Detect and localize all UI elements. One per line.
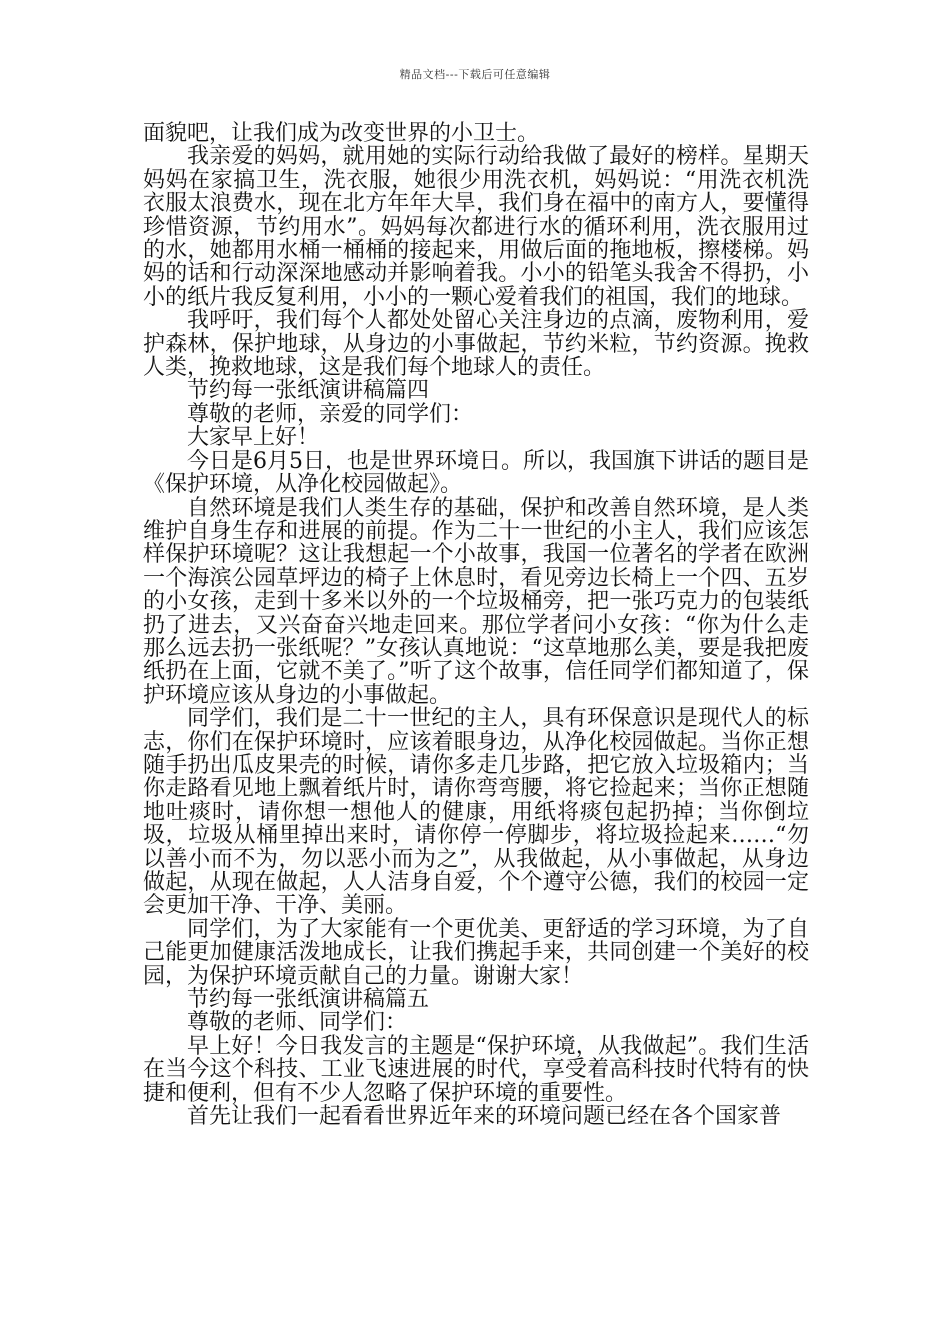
paragraph: 我呼吁，我们每个人都处处留心关注身边的点滴，废物利用，爱护森林，保护地球，从身边的小事做起，节约米粒，节约资源。挽救人类，挽救地球，这是我们每个地球人的责任。 [143,308,809,381]
paragraph: 早上好！今日我发言的主题是“保护环境，从我做起”。我们生活在当今这个科技、工业飞速进展的时代，享受着高科技时代特有的快捷和便利，但有不少人忽略了保护环境的重要性。 [143,1033,809,1106]
greeting: 大家早上好！ [187,425,320,451]
paragraph: 今日是6月5日，也是世界环境日。所以，我国旗下讲话的题目是《保护环境，从净化校园做起》。 [143,448,809,498]
paragraph: 首先让我们一起看看世界近年来的环境问题已经在各个国家普 [187,1104,782,1130]
salutation: 尊敬的老师，亲爱的同学们： [187,401,474,427]
paragraph: 自然环境是我们人类生存的基础，保护和改善自然环境，是人类维护自身生存和进展的前提。作为二十一世纪的小主人，我们应该怎样保护环境呢？这让我想起一个小故事，我国一位著名的学者在欧洲一个海滨公园草坪边的椅子上休息时，看见旁边长椅上一个四、五岁的小女孩，走到十多米以外的一个垃圾桶旁，把一张巧克力的包装纸扔了进去，又兴奋奋兴地走回来。那位学者问小女孩：“你为什么走那么远去扔一张纸呢？”女孩认真地说：“这草地那么美，要是我把废纸扔在上面，它就不美了。”听了这个故事，信任同学们都知道了，保护环境应该从身边的小事做起。 [143,495,809,708]
paragraph: 同学们，我们是二十一世纪的主人，具有环保意识是现代人的标志，你们在保护环境时，应该着眼身边，从净化校园做起。当你正想随手扔出瓜皮果壳的时候，请你多走几步路，把它放入垃圾箱内；当你走路看见地上飘着纸片时，请你弯弯腰，将它捡起来；当你正想随地吐痰时，请你想一想他人的健康，用纸将痰包起扔掉；当你倒垃圾，垃圾从桶里掉出来时，请你停一停脚步，将垃圾捡起来……“勿以善小而不为，勿以恶小而为之”，从我做起，从小事做起，从身边做起，从现在做起，人人洁身自爱，个个遵守公德，我们的校园一定会更加干净、干净、美丽。 [143,706,809,919]
section-title: 节约每一张纸演讲稿篇四 [187,378,430,404]
paragraph: 我亲爱的妈妈，就用她的实际行动给我做了最好的榜样。星期天妈妈在家搞卫生，洗衣服，她很少用洗衣机，妈妈说：“用洗衣机洗衣服太浪费水，现在北方年年大旱，我们身在福中的南方人，要懂得珍惜资源，节约用水”。妈妈每次都进行水的循环利用，洗衣服用过的水，她都用水桶一桶桶的接起来，用做后面的拖地板，擦楼梯。妈妈的话和行动深深地感动并影响着我。小小的铅笔头我舍不得扔，小小的纸片我反复利用，小小的一颗心爱着我们的祖国，我们的地球。 [143,144,809,310]
document-body [143,122,809,1128]
paragraph: 同学们，为了大家能有一个更优美、更舒适的学习环境，为了自己能更加健康活泼地成长，让我们携起手来，共同创建一个美好的校园，为保护环境贡献自己的力量。谢谢大家！ [143,916,809,989]
salutation: 尊敬的老师、同学们： [187,1010,408,1036]
section-title: 节约每一张纸演讲稿篇五 [187,987,430,1013]
paragraph: 面貌吧，让我们成为改变世界的小卫士。 [143,121,540,146]
page-header: 精品文档---下载后可任意编辑 [399,68,551,81]
